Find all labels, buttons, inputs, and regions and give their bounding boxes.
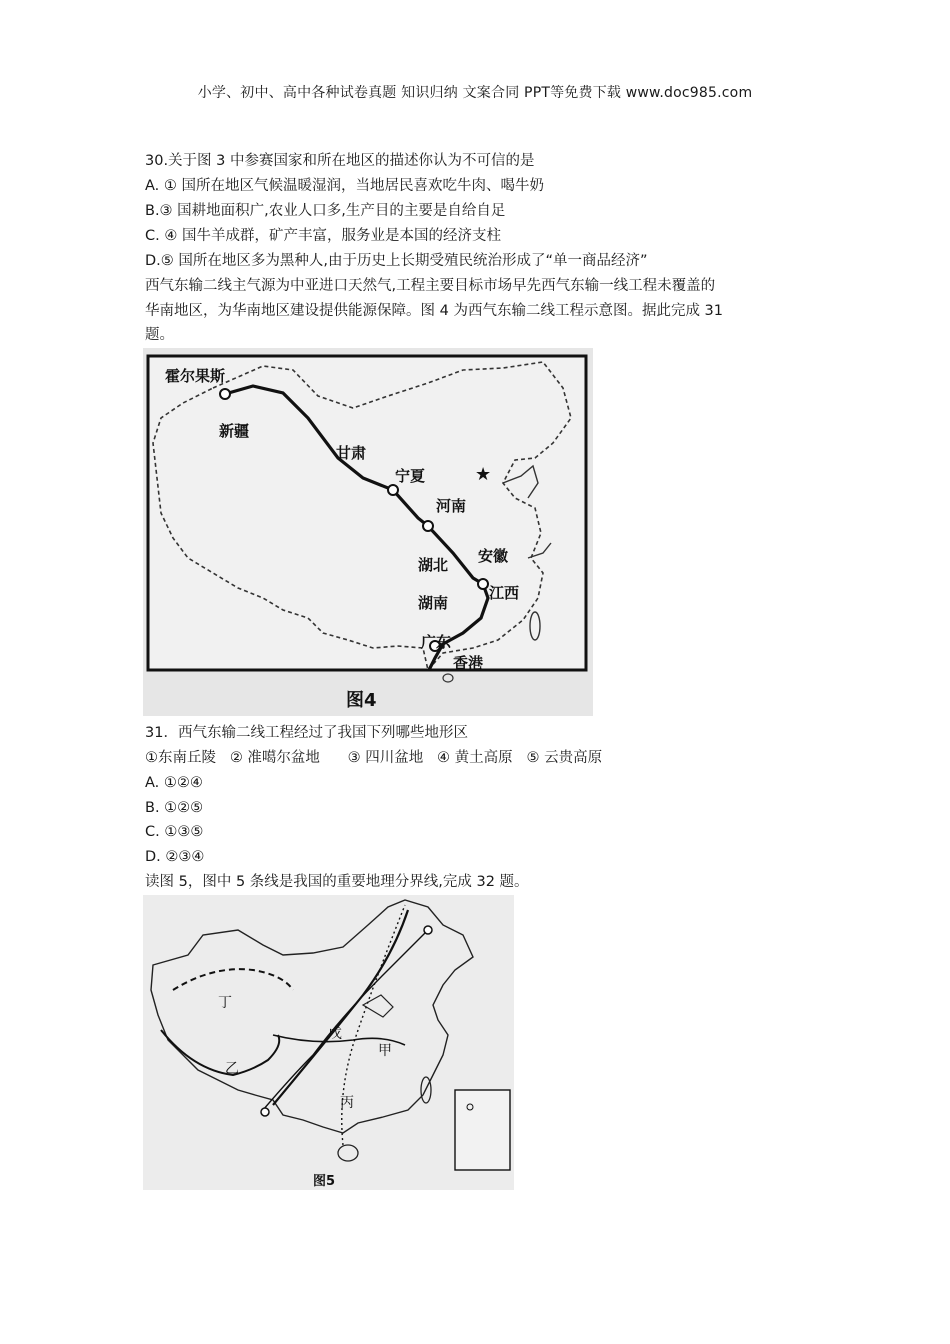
label-hubei: 湖北 [418, 556, 449, 574]
label-anhui: 安徽 [478, 547, 509, 565]
q31-option-c: C. ①③⑤ [145, 824, 204, 840]
q30-option-b: B.③ 国耕地面积广,农业人口多,生产目的主要是自给自足 [145, 203, 506, 219]
figure-4-svg [143, 348, 593, 716]
label-yi: 乙 [225, 1061, 239, 1077]
q31-option-a: A. ①②④ [145, 775, 203, 791]
figure-4-caption: 图4 [346, 690, 377, 711]
q31-intro-line-3: 题。 [145, 327, 174, 343]
q31-items: ①东南丘陵 ② 准噶尔盆地 ③ 四川盆地 ④ 黄土高原 ⑤ 云贵高原 [145, 750, 603, 766]
q30-option-d: D.⑤ 国所在地区多为黑种人,由于历史上长期受殖民统治形成了“单一商品经济” [145, 253, 648, 269]
q31-option-b: B. ①②⑤ [145, 800, 204, 816]
capital-star-icon: ★ [475, 464, 492, 485]
q30-option-c: C. ④ 国牛羊成群，矿产丰富，服务业是本国的经济支柱 [145, 228, 501, 244]
label-henan: 河南 [436, 497, 467, 515]
q30-stem: 30.关于图 3 中参赛国家和所在地区的描述你认为不可信的是 [145, 153, 535, 169]
label-guangdong: 广东 [421, 633, 452, 651]
label-hunan: 湖南 [418, 594, 449, 612]
page-header: 小学、初中、高中各种试卷真题 知识归纳 文案合同 PPT等免费下载 www.doc985.com [197, 85, 753, 101]
south-china-sea-inset [455, 1090, 510, 1170]
figure-4-map [143, 348, 593, 716]
q32-intro: 读图 5，图中 5 条线是我国的重要地理分界线,完成 32 题。 [145, 874, 529, 890]
figure-5-map [143, 895, 514, 1190]
label-bing: 丙 [340, 1095, 354, 1111]
label-ding: 丁 [218, 995, 232, 1011]
q31-intro-line-2: 华南地区，为华南地区建设提供能源保障。图 4 为西气东输二线工程示意图。据此完成 31 [145, 303, 723, 319]
label-jiangxi: 江西 [489, 584, 520, 602]
khorgos-node [220, 389, 230, 399]
label-ningxia: 宁夏 [395, 467, 426, 485]
figure-5-caption: 图5 [313, 1174, 336, 1189]
q31-intro-line-1: 西气东输二线主气源为中亚进口天然气,工程主要目标市场早先西气东输一线工程未覆盖的 [145, 278, 716, 294]
label-gansu: 甘肃 [336, 444, 367, 462]
label-wu: 戊 [328, 1026, 342, 1042]
henan-node [423, 521, 433, 531]
q31-option-d: D. ②③④ [145, 849, 205, 865]
label-xinjiang: 新疆 [219, 422, 250, 440]
jiangxi-node [478, 579, 488, 589]
q30-option-a: A. ① 国所在地区气候温暖湿润，当地居民喜欢吃牛肉、喝牛奶 [145, 178, 544, 194]
ningxia-node [388, 485, 398, 495]
label-hongkong: 香港 [453, 654, 484, 672]
label-jia: 甲 [378, 1043, 392, 1059]
figure-5-svg [143, 895, 514, 1190]
q31-stem: 31．西气东输二线工程经过了我国下列哪些地形区 [145, 725, 468, 741]
label-khorgos: 霍尔果斯 [165, 367, 226, 385]
